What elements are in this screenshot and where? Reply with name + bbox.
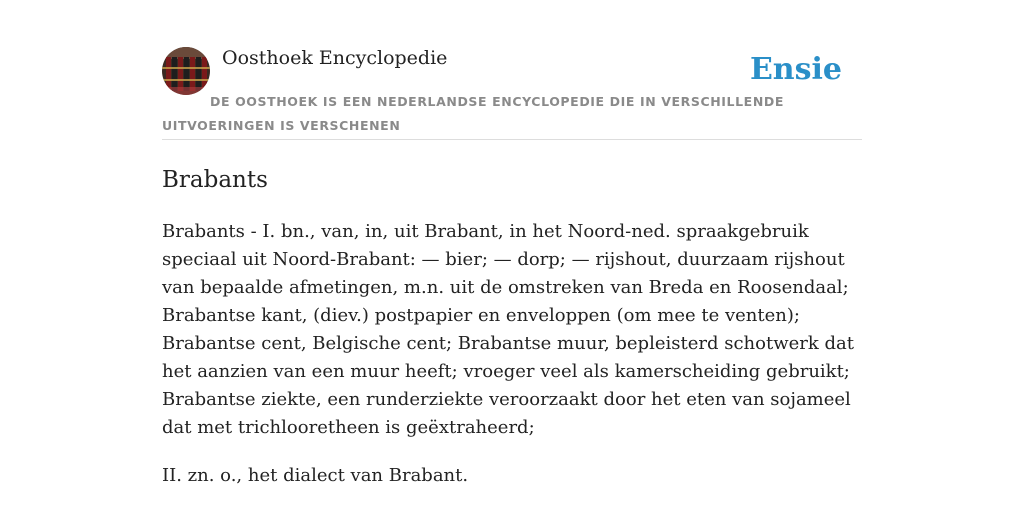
brand-logo[interactable]: Ensie <box>749 52 842 87</box>
page-container <box>162 46 862 490</box>
site-title[interactable]: Oosthoek Encyclopedie <box>222 47 448 69</box>
encyclopedia-books-icon[interactable] <box>162 47 210 95</box>
article-paragraph-2: II. zn. o., het dialect van Brabant. <box>162 465 469 486</box>
article-title: Brabants <box>162 167 268 193</box>
site-header <box>162 46 862 140</box>
site-tagline: DE OOSTHOEK IS EEN NEDERLANDSE ENCYCLOPEDIE DIE IN VERSCHILLENDE UITVOERINGEN IS VERSCHENEN <box>162 94 784 133</box>
article-paragraph-1: Brabants - I. bn., van, in, uit Brabant, in het Noord-ned. spraakgebruik speciaal uit Noord-Brabant: — bier; — dorp; — rijshout, duurzaam rijshout van bepaalde afmetingen, m.n. uit de omstreken van Breda en Roosendaal; Brabantse kant, (diev.) postpapier en enveloppen (om mee te venten); Brabantse cent, Belgische cent; Brabantse muur, bepleisterd schotwerk dat het aanzien van een muur heeft; vroeger veel als kamerscheiding gebruikt; Brabantse ziekte, een runderziekte veroorzaakt door het eten van sojameel dat met trichlooretheen is geëxtraheerd; <box>162 221 854 438</box>
article <box>162 140 862 490</box>
